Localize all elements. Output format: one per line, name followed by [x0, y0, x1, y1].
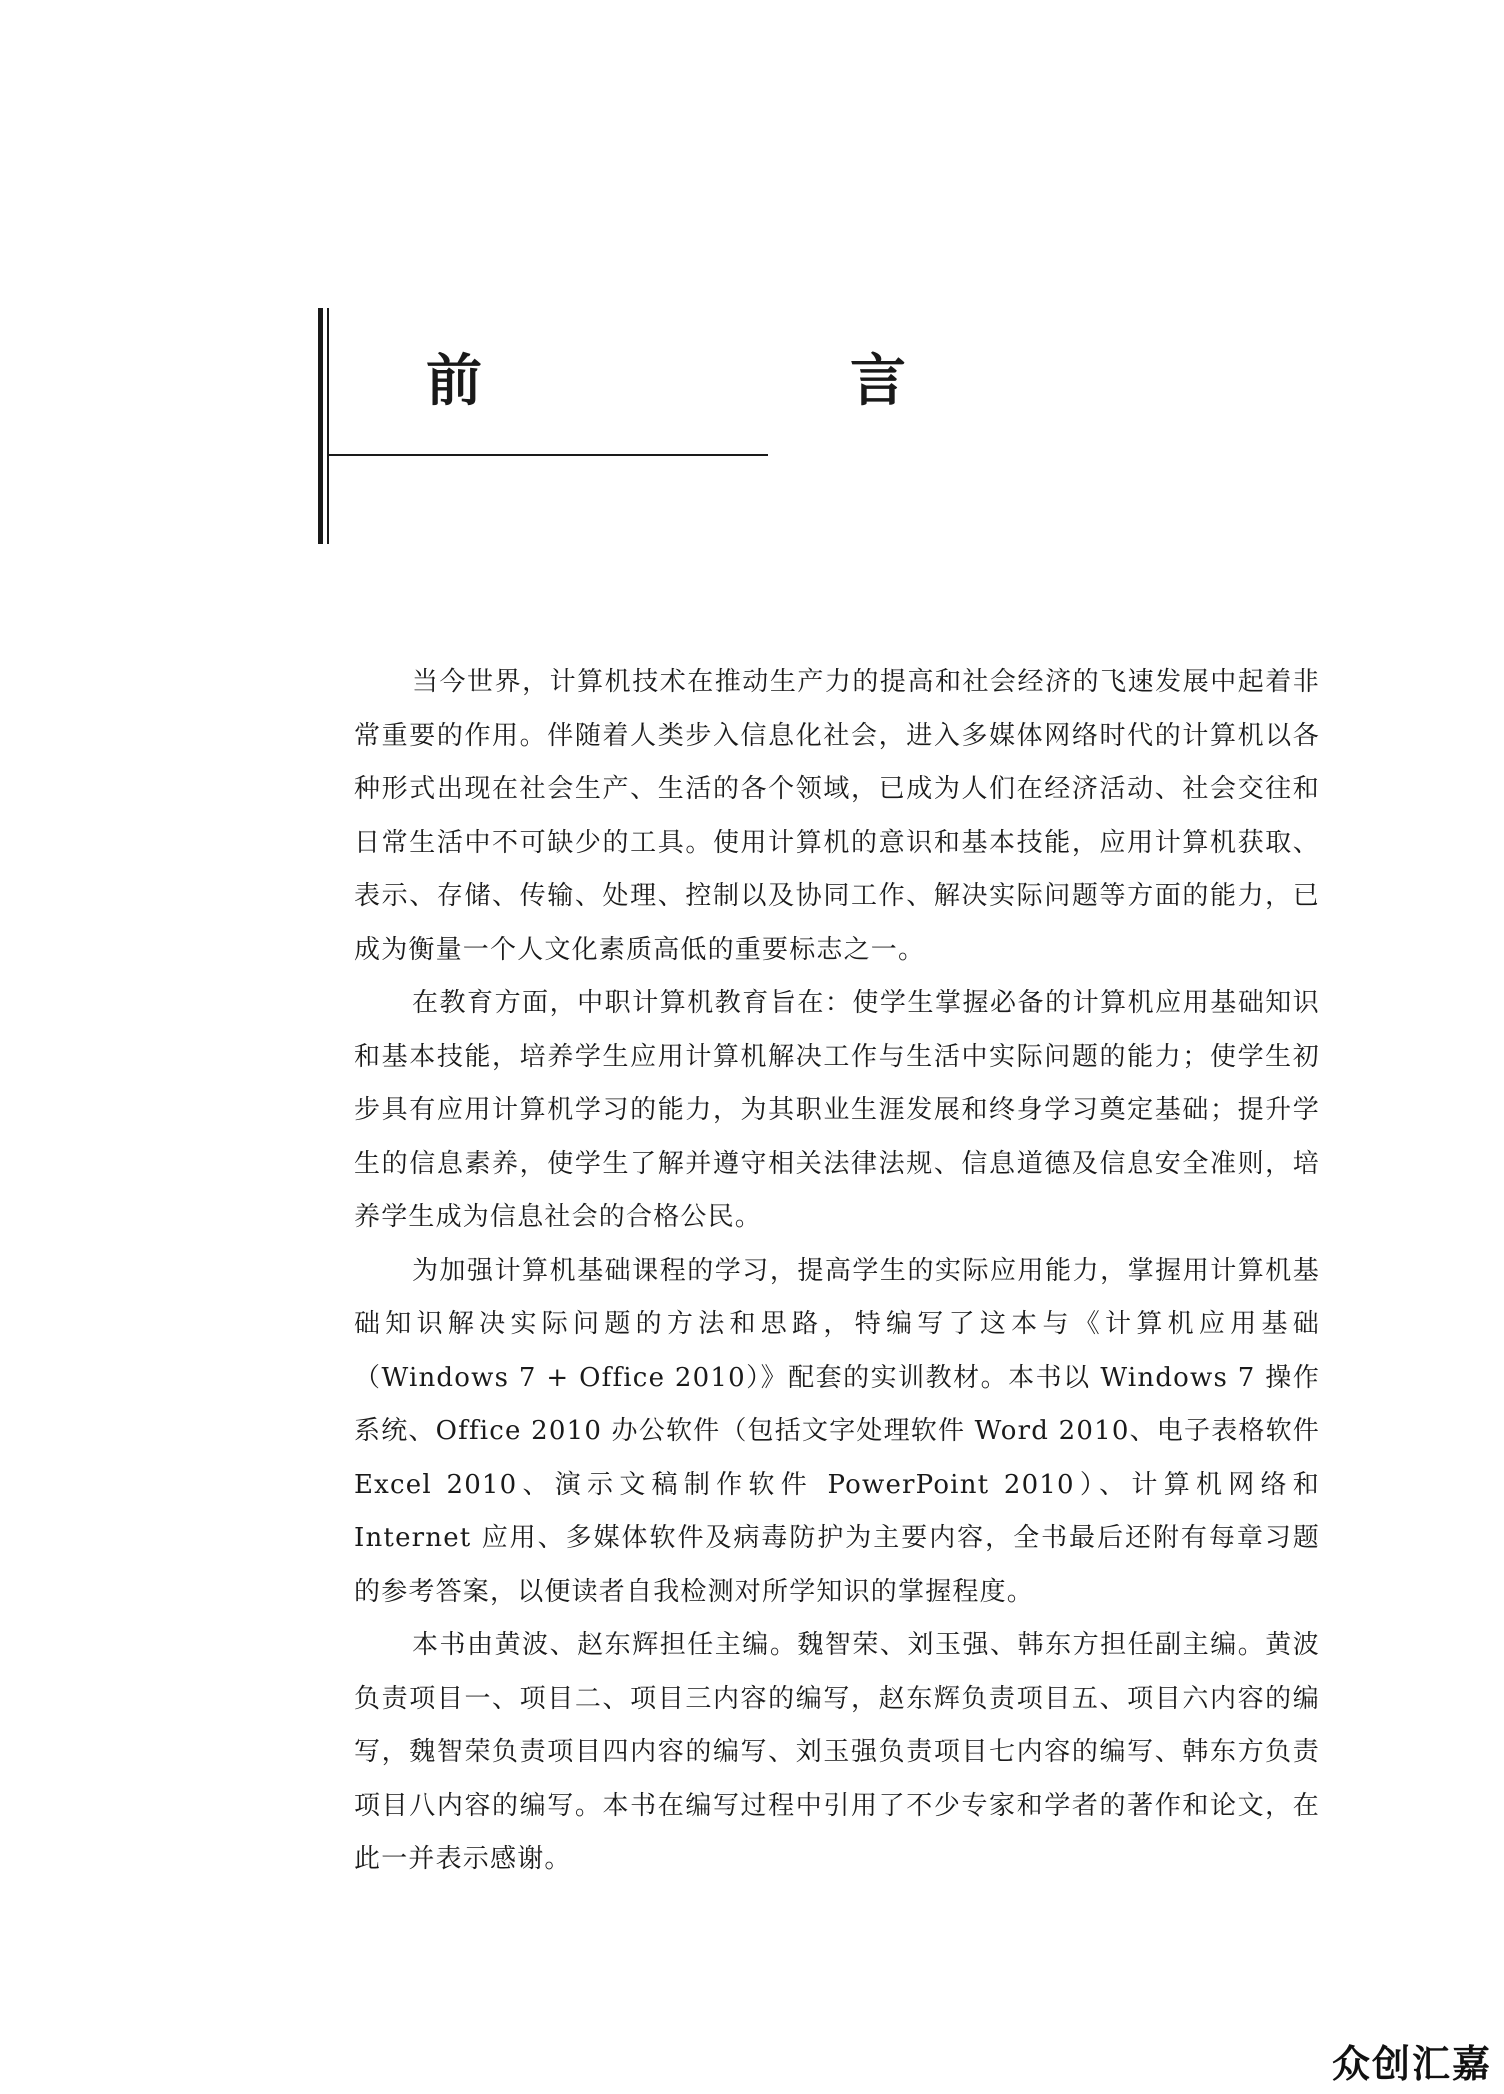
title-bar-thin: [327, 308, 329, 544]
paragraph-1: 当今世界，计算机技术在推动生产力的提高和社会经济的飞速发展中起着非常重要的作用。伴随着人类步入信息化社会，进入多媒体网络时代的计算机以各种形式出现在社会生产、生活的各个领域，已成为人们在经济活动、社会交往和日常生活中不可缺少的工具。使用计算机的意识和基本技能，应用计算机获取、表示、存储、传输、处理、控制以及协同工作、解决实际问题等方面的能力，已成为衡量一个人文化素质高低的重要标志之一。: [354, 667, 1320, 965]
paragraph-3: 为加强计算机基础课程的学习，提高学生的实际应用能力，掌握用计算机基础知识解决实际问题的方法和思路，特编写了这本与《计算机应用基础（Windows 7 + Office 2010）》配套的实训教材。本书以 Windows 7 操作系统、Office 2010 办公软件（包括文字处理软件 Word 2010、电子表格软件 Excel 2010、演示文稿制作软件 PowerPoint 2010）、计算机网络和 Internet 应用、多媒体软件及病毒防护为主要内容，全书最后还附有每章习题的参考答案，以便读者自我检测对所学知识的掌握程度。: [354, 1255, 1320, 1607]
title-bar-thick: [318, 308, 323, 544]
page-title: 前 言: [426, 349, 1062, 414]
paragraph-2: 在教育方面，中职计算机教育旨在：使学生掌握必备的计算机应用基础知识和基本技能，培养学生应用计算机解决工作与生活中实际问题的能力；使学生初步具有应用计算机学习的能力，为其职业生涯发展和终身学习奠定基础；提升学生的信息素养，使学生了解并遵守相关法律法规、信息道德及信息安全准则，培养学生成为信息社会的合格公民。: [354, 988, 1320, 1232]
watermark-logo: 众创汇嘉: [1331, 2042, 1492, 2086]
title-block: [318, 308, 1062, 544]
paragraph-4: 本书由黄波、赵东辉担任主编。魏智荣、刘玉强、韩东方担任副主编。黄波负责项目一、项目二、项目三内容的编写，赵东辉负责项目五、项目六内容的编写，魏智荣负责项目四内容的编写、刘玉强负责项目七内容的编写、韩东方负责项目八内容的编写。本书在编写过程中引用了不少专家和学者的著作和论文，在此一并表示感谢。: [354, 1630, 1320, 1874]
title-underline: [329, 454, 768, 456]
preface-body: [354, 656, 1320, 1887]
